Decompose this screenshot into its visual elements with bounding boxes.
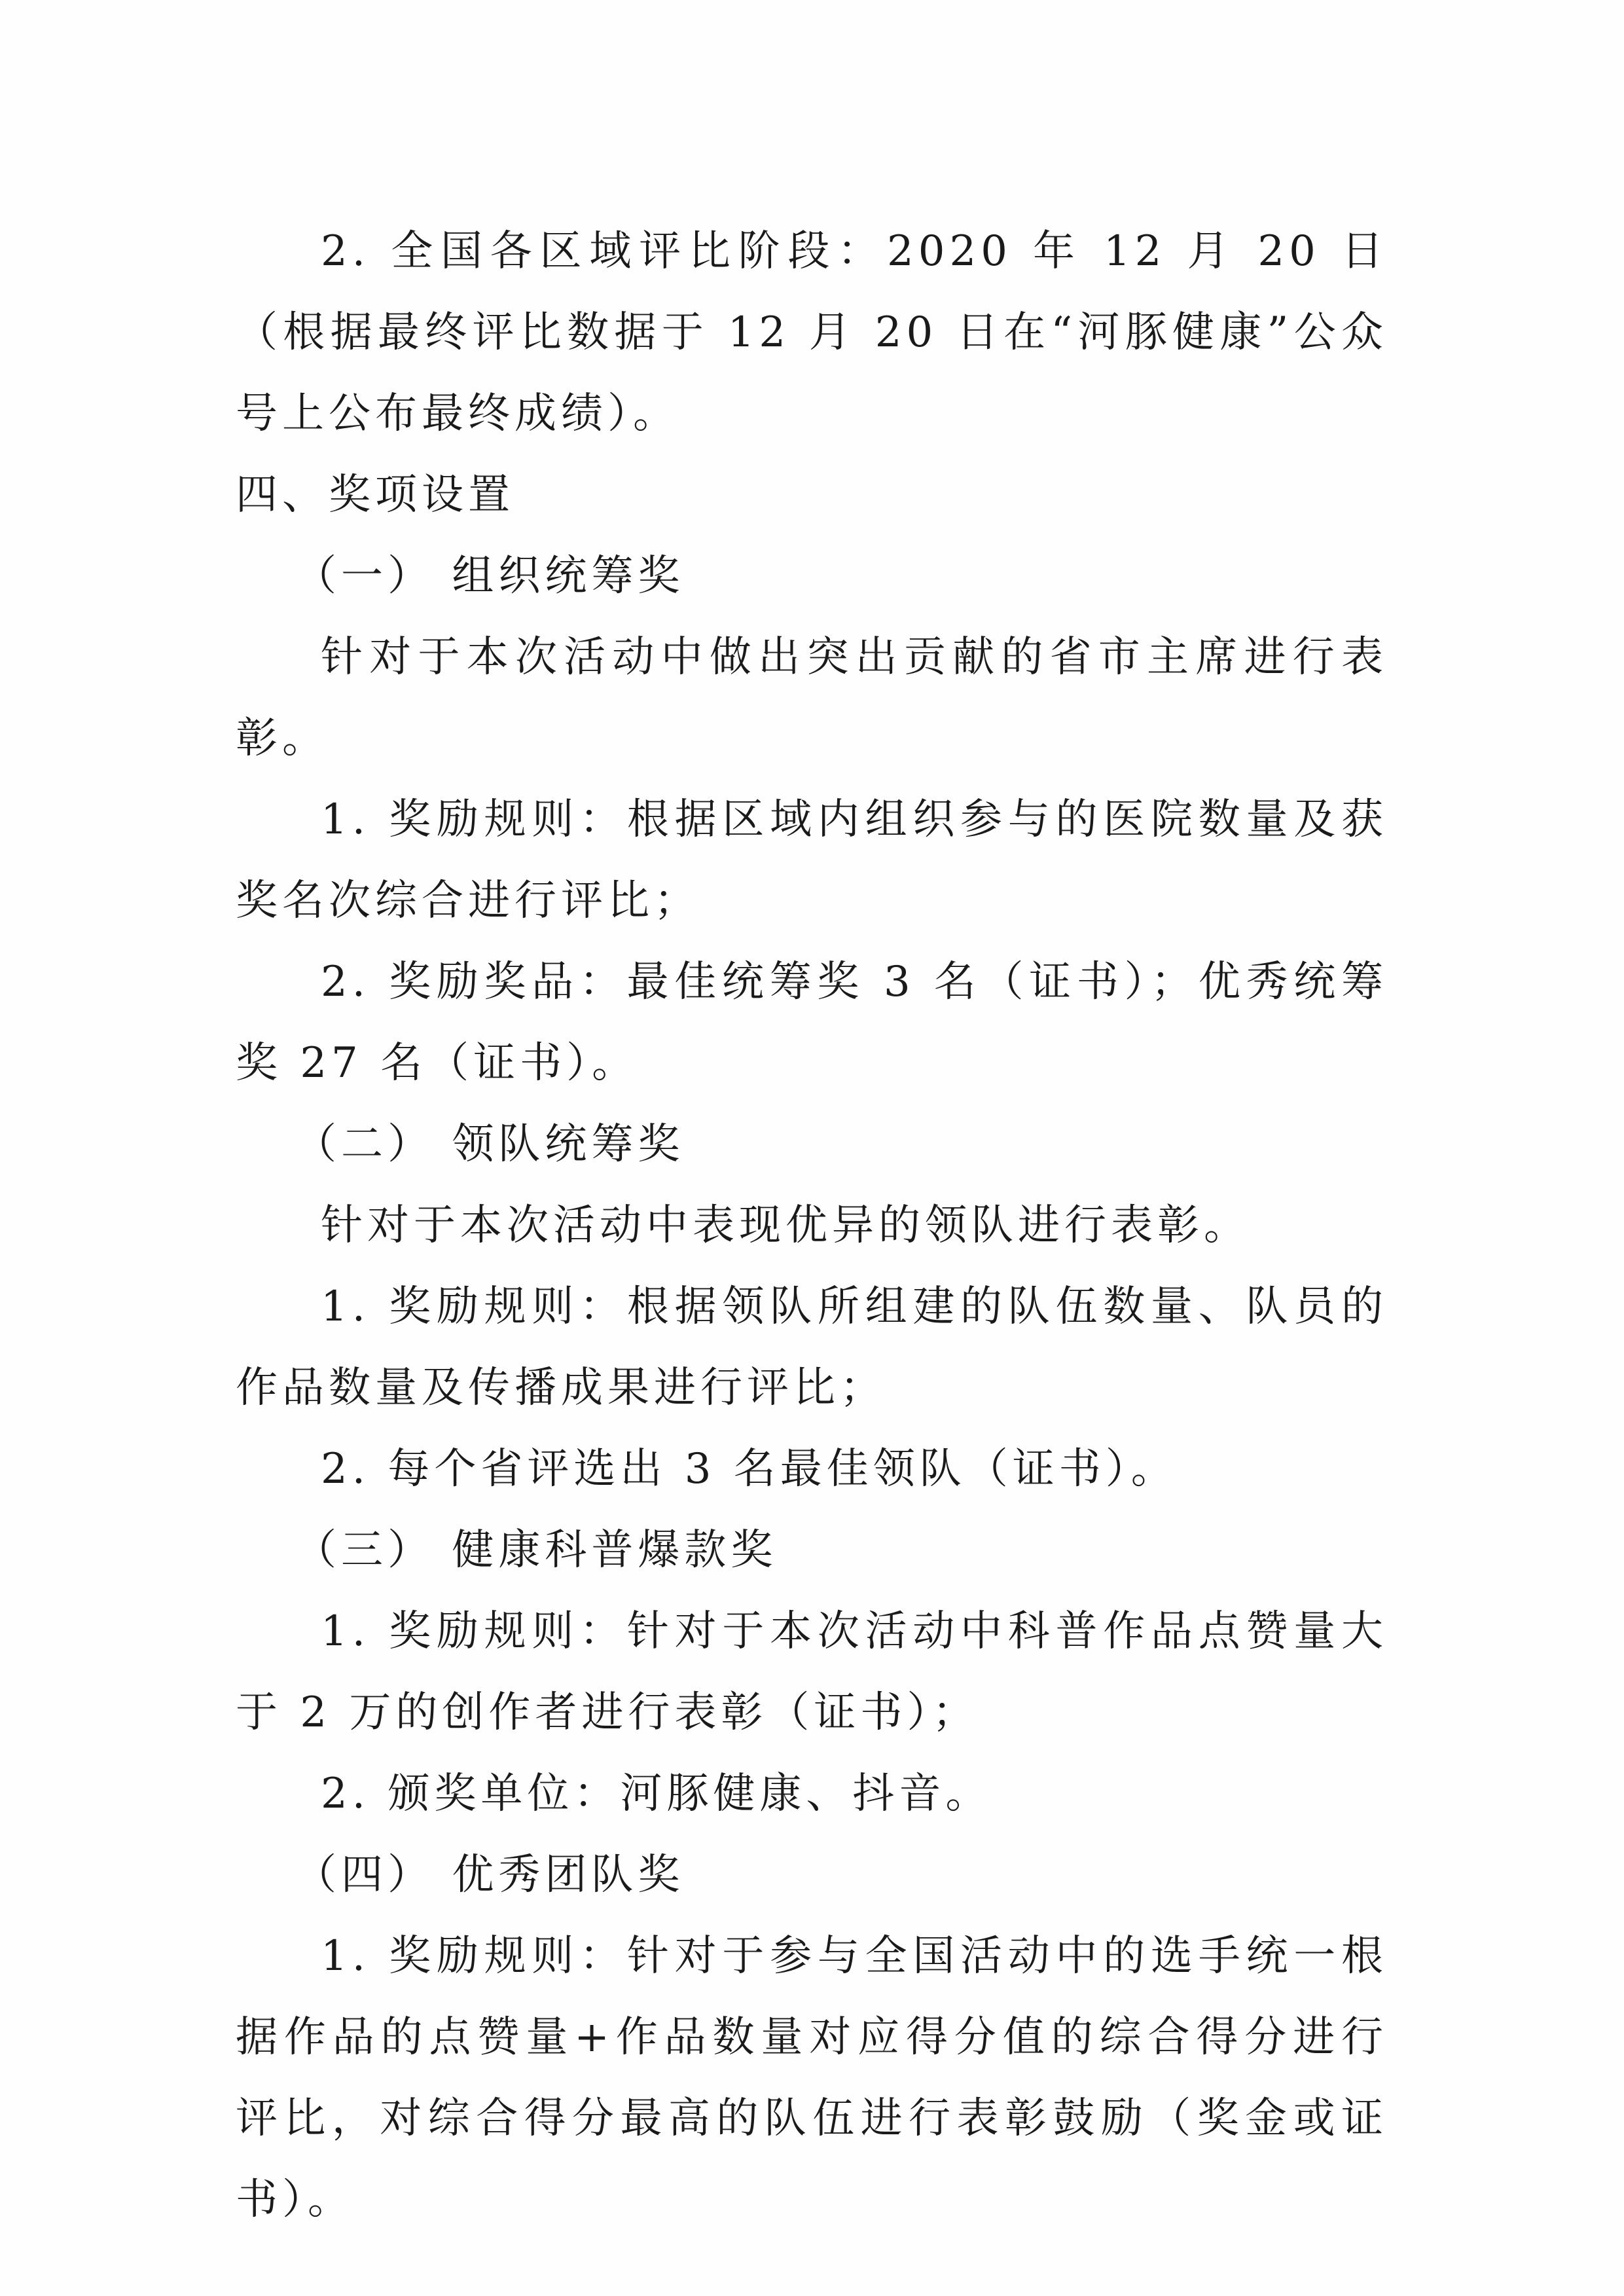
paragraph-viral-rule: 1. 奖励规则：针对于本次活动中科普作品点赞量大于 2 万的创作者进行表彰（证书）； <box>236 1607 1388 1737</box>
subsection-title-organization-award: （一） 组织统筹奖 <box>295 552 685 600</box>
paragraph-regional-stage: 2. 全国各区域评比阶段：2020 年 12 月 20 日（根据最终评比数据于 12 月 20 日在“河豚健康”公众号上公布最终成绩）。 <box>236 227 1388 438</box>
paragraph-leader-prize: 2. 每个省评选出 3 名最佳领队（证书）。 <box>321 1445 1178 1493</box>
paragraph-team-rule: 1. 奖励规则：针对于参与全国活动中的选手统一根据作品的点赞量+作品数量对应得分值的综合得分进行评比，对综合得分最高的队伍进行表彰鼓励（奖金或证书）。 <box>236 1932 1388 2224</box>
paragraph-organization-intro: 针对于本次活动中做出突出贡献的省市主席进行表彰。 <box>236 633 1388 763</box>
subsection-title-team-award: （四） 优秀团队奖 <box>295 1851 685 1899</box>
subsection-title-leader-award: （二） 领队统筹奖 <box>295 1120 685 1169</box>
subsection-title-viral-award: （三） 健康科普爆款奖 <box>295 1526 778 1575</box>
paragraph-organization-rule: 1. 奖励规则：根据区域内组织参与的医院数量及获奖名次综合进行评比； <box>236 795 1388 925</box>
paragraph-leader-rule: 1. 奖励规则：根据领队所组建的队伍数量、队员的作品数量及传播成果进行评比； <box>236 1283 1388 1412</box>
paragraph-viral-unit: 2. 颁奖单位：河豚健康、抖音。 <box>321 1770 992 1818</box>
section-heading-awards: 四、奖项设置 <box>236 471 514 519</box>
paragraph-leader-intro: 针对于本次活动中表现优异的领队进行表彰。 <box>321 1201 1250 1250</box>
paragraph-organization-prize: 2. 奖励奖品：最佳统筹奖 3 名（证书）；优秀统筹奖 27 名（证书）。 <box>236 958 1388 1087</box>
document-body <box>236 211 1388 2240</box>
